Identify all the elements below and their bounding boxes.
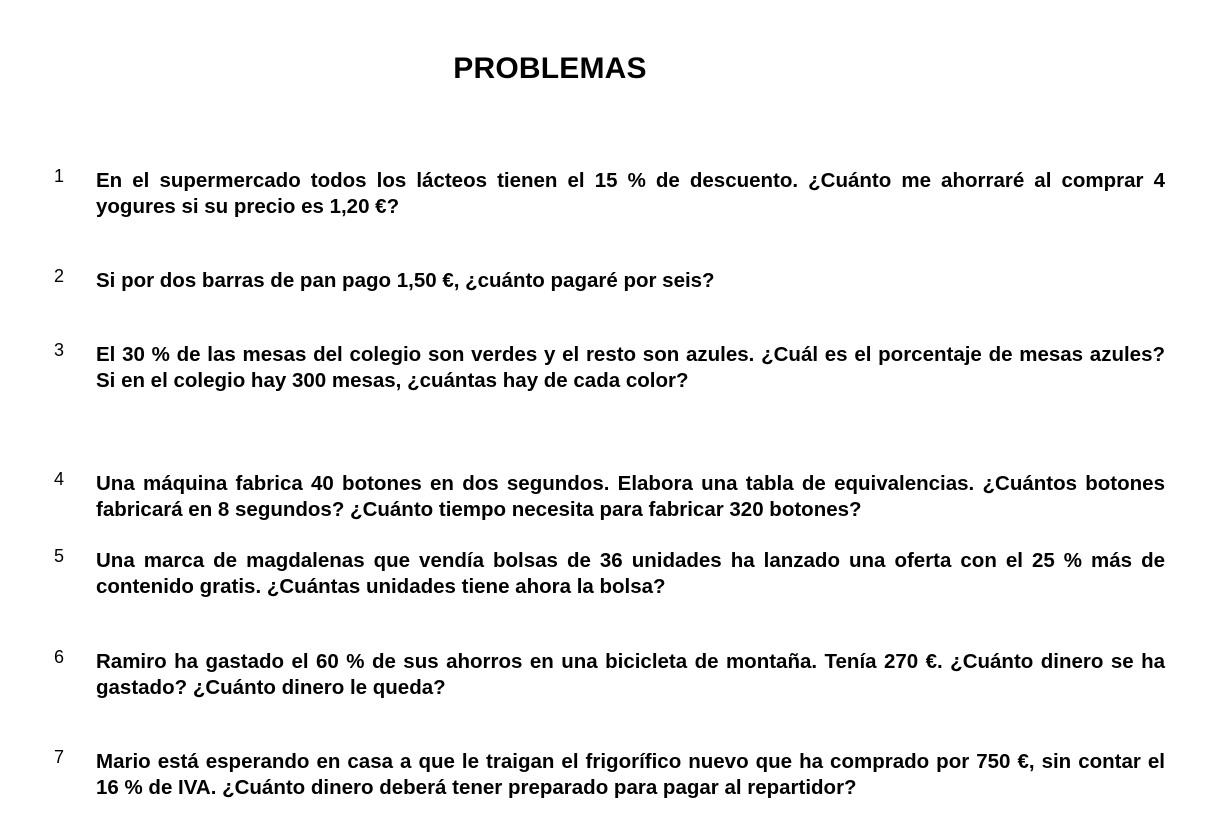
problem-number: 7 (54, 747, 65, 767)
problem-text: Ramiro ha gastado el 60 % de sus ahorros en una bicicleta de montaña. Tenía 270 €. ¿Cuánto dinero se ha gastado? ¿Cuánto dinero le queda? (96, 650, 1165, 699)
problem-text: Una marca de magdalenas que vendía bolsas de 36 unidades ha lanzado una oferta con el 25 % más de contenido gratis. ¿Cuántas unidades tiene ahora la bolsa? (96, 549, 1165, 598)
problem-number: 3 (54, 340, 65, 360)
problem-text: El 30 % de las mesas del colegio son verdes y el resto son azules. ¿Cuál es el porcentaje de mesas azules? Si en el colegio hay 300 mesas, ¿cuántas hay de cada color? (96, 343, 1165, 392)
problem-text: En el supermercado todos los lácteos tienen el 15 % de descuento. ¿Cuánto me ahorraré al comprar 4 yogures si su precio es 1,20 €? (96, 169, 1165, 218)
page-title: PROBLEMAS (453, 52, 647, 85)
problem-number: 2 (54, 266, 65, 286)
problem-text: Si por dos barras de pan pago 1,50 €, ¿cuánto pagaré por seis? (96, 269, 715, 292)
problem-number: 1 (54, 166, 65, 186)
problem-number: 6 (54, 647, 65, 667)
problem-number: 4 (54, 469, 65, 489)
problem-text: Mario está esperando en casa a que le traigan el frigorífico nuevo que ha comprado por 750 €, sin contar el 16 % de IVA. ¿Cuánto dinero deberá tener preparado para pagar al repartidor? (96, 750, 1165, 799)
problem-text: Una máquina fabrica 40 botones en dos segundos. Elabora una tabla de equivalencias. ¿Cuántos botones fabricará en 8 segundos? ¿Cuánto tiempo necesita para fabricar 320 botones? (96, 472, 1165, 521)
problem-number: 5 (54, 546, 65, 566)
